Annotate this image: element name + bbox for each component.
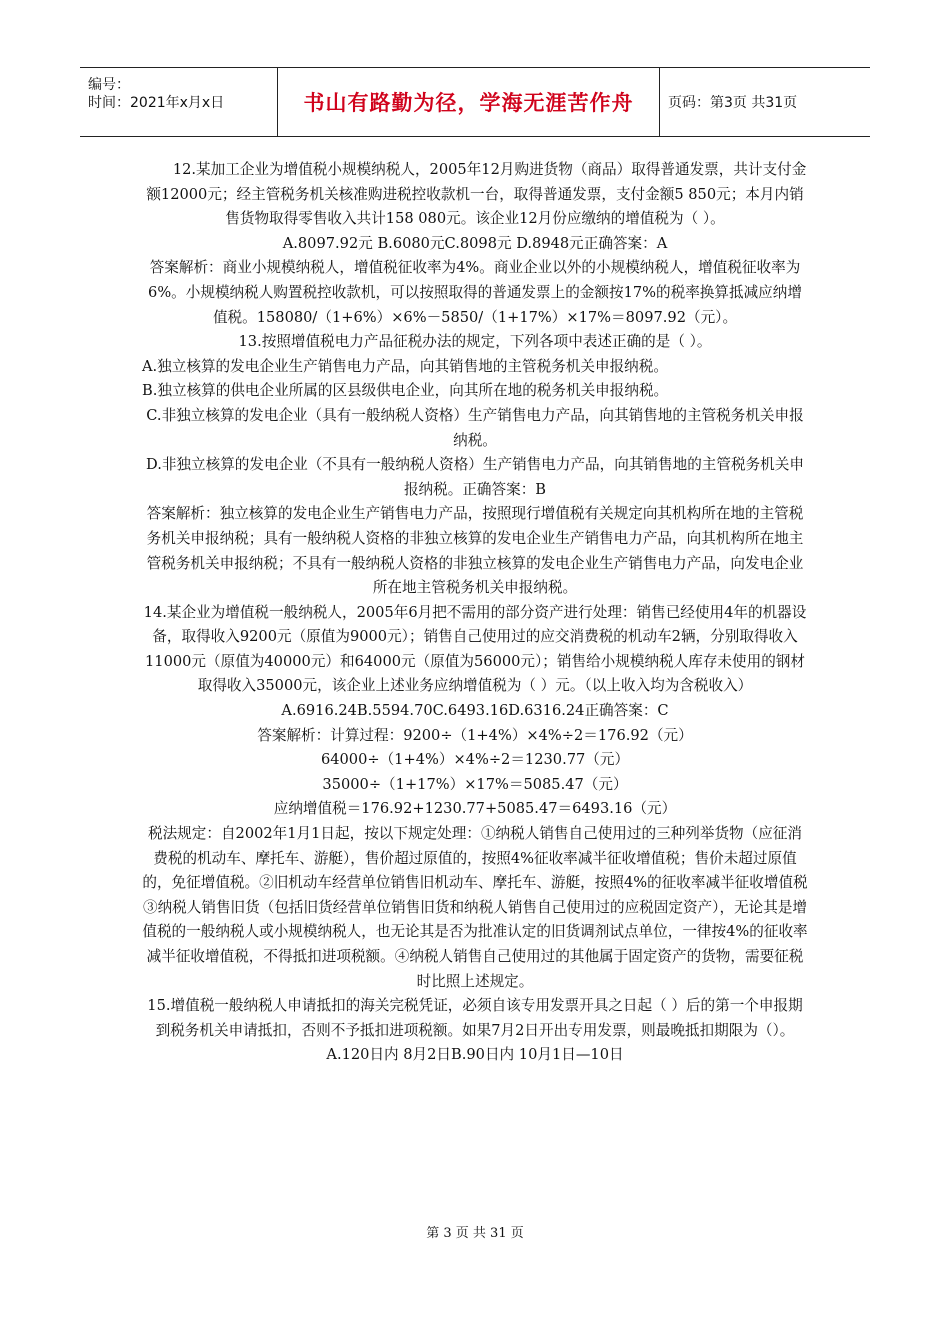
paragraph: 15.增值税一般纳税人申请抵扣的海关完税凭证，必须自该专用发票开具之日起（ ）后的第一个申报期到税务机关申请抵扣，否则不予抵扣进项税额。如果7月2日开出专用发票，则最晚抵扣期限为（）。: [147, 997, 803, 1039]
paragraph: A.独立核算的发电企业生产销售电力产品，向其销售地的主管税务机关申报纳税。: [142, 357, 668, 375]
paragraph: 35000÷（1+17%）×17%＝5085.47（元）: [322, 775, 628, 793]
paragraph: A.6916.24B.5594.70C.6493.16D.6316.24正确答案：C: [281, 702, 669, 720]
paragraph: 应纳增值税＝176.92+1230.77+5085.47＝6493.16（元）: [273, 800, 677, 818]
paragraph: D.非独立核算的发电企业（不具有一般纳税人资格）生产销售电力产品，向其销售地的主管税务机关申报纳税。正确答案：B: [146, 456, 804, 498]
header-page-cell: [660, 68, 870, 136]
motto-text: 书山有路勤为径，学海无涯苦作舟: [303, 91, 634, 115]
paragraph: 答案解析：计算过程：9200÷（1+4%）×4%÷2＝176.92（元）: [257, 726, 693, 744]
paragraph: 答案解析：商业小规模纳税人，增值税征收率为4%。商业企业以外的小规模纳税人，增值税征收率为6%。小规模纳税人购置税控收款机，可以按照取得的普通发票上的金额按17%的税率换算抵减应纳增值税。158080/（1+6%）×6%－5850/（1+17%）×17%＝8097.92（元）。: [148, 259, 802, 326]
header-meta-cell: [80, 68, 278, 136]
serial-number-label: 编号：: [88, 77, 130, 93]
paragraph: A.8097.92元 B.6080元C.8098元 D.8948元正确答案：A: [282, 234, 668, 252]
paragraph: 14.某企业为增值税一般纳税人，2005年6月把不需用的部分资产进行处理：销售已经使用4年的机器设备，取得收入9200元（原值为9000元）；销售自己使用过的应交消费税的机动车2辆，分别取得收入11000元（原值为40000元）和64000元（原值为56000元）；销售给小规模纳税人库存未使用的钢材取得收入35000元，该企业上述业务应纳增值税为（ ）元。（以上收入均为含税收入）: [143, 603, 807, 695]
date-label: 时间：2021年x月x日: [88, 95, 225, 111]
paragraph: B.独立核算的供电企业所属的区县级供电企业，向其所在地的税务机关申报纳税。: [142, 382, 669, 400]
page-footer: 第 3 页 共 31 页: [426, 1226, 524, 1241]
paragraph: 答案解析：独立核算的发电企业生产销售电力产品，按照现行增值税有关规定向其机构所在地的主管税务机关申报纳税；具有一般纳税人资格的非独立核算的发电企业生产销售电力产品，向其机构所在地主管税务机关申报纳税；不具有一般纳税人资格的非独立核算的发电企业生产销售电力产品，向发电企业所在地主管税务机关申报纳税。: [146, 505, 804, 597]
paragraph: C.非独立核算的发电企业（具有一般纳税人资格）生产销售电力产品，向其销售地的主管税务机关申报纳税。: [146, 406, 804, 449]
page-number-label: 页码：第3页 共31页: [668, 95, 798, 111]
paragraph: 13.按照增值税电力产品征税办法的规定，下列各项中表述正确的是（ ）。: [238, 333, 712, 351]
paragraph: A.120日内 8月2日B.90日内 10月1日—10日: [326, 1046, 624, 1064]
header-motto-cell: [278, 68, 660, 136]
paragraph: 税法规定：自2002年1月1日起，按以下规定处理：①纳税人销售自己使用过的三种列举货物（应征消费税的机动车、摩托车、游艇），售价超过原值的，按照4%征收率减半征收增值税；售价未超过原值的，免征增值税。②旧机动车经营单位销售旧机动车、摩托车、游艇，按照4%的征收率减半征收增值税③纳税人销售旧货（包括旧货经营单位销售旧货和纳税人销售自己使用过的应税固定资产），无论其是增值税的一般纳税人或小规模纳税人，也无论其是否为批准认定的旧货调剂试点单位，一律按4%的征收率减半征收增值税，不得抵扣进项税额。④纳税人销售自己使用过的其他属于固定资产的货物，需要征税时比照上述规定。: [142, 825, 808, 990]
document-body: [142, 158, 808, 1068]
header-table: [80, 67, 870, 137]
paragraph: 64000÷（1+4%）×4%÷2＝1230.77（元）: [320, 751, 630, 769]
paragraph: 12.某加工企业为增值税小规模纳税人，2005年12月购进货物（商品）取得普通发票，共计支付金额12000元；经主管税务机关核准购进税控收款机一台，取得普通发票，支付金额5 850元；本月内销售货物取得零售收入共计158 080元。该企业12月份应缴纳的增值税为（ ）。: [146, 161, 807, 228]
